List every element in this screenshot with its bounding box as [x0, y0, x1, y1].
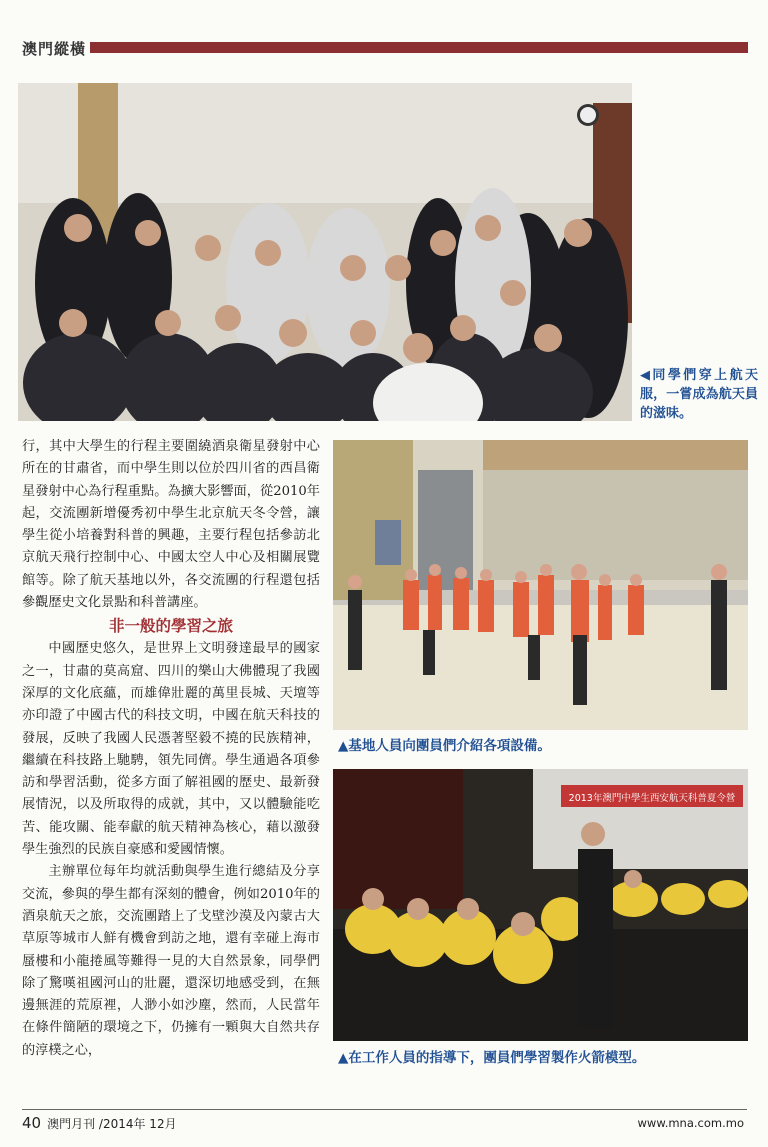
- caption-spacesuits: ◀同學們穿上航天服，一嘗成為航天員的滋味。: [640, 368, 758, 421]
- article-paragraph: 中國歷史悠久，是世界上文明發達最早的國家之一，甘肅的莫高窟、四川的樂山大佛體現了我國深厚的文化底蘊，而雄偉壯麗的萬里長城、天壇等亦印證了中國古代的科技文明，中國在航天科技的發展，反映了我國人民憑著堅毅不撓的民族精神，繼續在科技路上馳騁，領先同儕。學生通過各項參訪和學習活動，從多方面了解祖國的歷史、最新發展情況，以及所取得的成就，其中，又以體驗能吃苦、能攻關、能奉獻的航天精神為核心，藉以激發學生強烈的民族自豪感和愛國情懷。: [22, 641, 320, 858]
- footer-page-info: [22, 1114, 177, 1132]
- article-body: [22, 436, 320, 1062]
- caption-rocket-workshop: ▲在工作人員的指導下，團員們學習製作火箭模型。: [338, 1050, 646, 1066]
- caption-base-tour: ▲基地人員向團員們介紹各項設備。: [338, 738, 551, 754]
- header-bar: [90, 42, 748, 53]
- article-paragraph: 主辦單位每年均就活動與學生進行總結及分享交流，參與的學生都有深刻的體會，例如2010年的酒泉航天之旅，交流團踏上了戈壁沙漠及內蒙古大草原等城市人鮮有機會到訪之地，還有幸碰上海市蜃樓和小龍捲風等難得一見的大自然景象，同學們除了驚嘆祖國河山的壯麗，還深切地感受到，在無邊無涯的荒原裡，人渺小如沙塵，然而，人民當年在條件簡陋的環境之下，仍擁有一顆與大自然共存的淳樸之心，: [22, 864, 320, 1058]
- page-number: 40: [22, 1114, 42, 1132]
- banner-text: 2013年澳門中學生西安航天科普夏令營: [568, 793, 736, 804]
- article-paragraph: 行，其中大學生的行程主要圍繞酒泉衛星發射中心所在的甘肅省，而中學生則以位於四川省的西昌衛星發射中心為行程重點。為擴大影響面，從2010年起，交流團新增優秀初中學生北京航天冬令營，讓學生從小培養對科普的興趣，主要行程包括參訪北京航天飛行控制中心、中國太空人中心及相關展覽館等。除了航天基地以外，各交流團的行程還包括參觀歷史文化景點和科普講座。: [22, 439, 320, 611]
- article-subheading: 非一般的學習之旅: [108, 617, 233, 636]
- section-title: 澳門縱橫: [22, 40, 87, 58]
- photo-rocket-workshop: [333, 769, 748, 1041]
- website-url: www.mna.com.mo: [637, 1116, 744, 1130]
- issue-label: 澳門月刊 /2014年 12月: [47, 1117, 177, 1131]
- group-photo-spacesuits: [18, 83, 632, 421]
- photo-base-tour: [333, 440, 748, 730]
- footer-rule: [22, 1109, 747, 1110]
